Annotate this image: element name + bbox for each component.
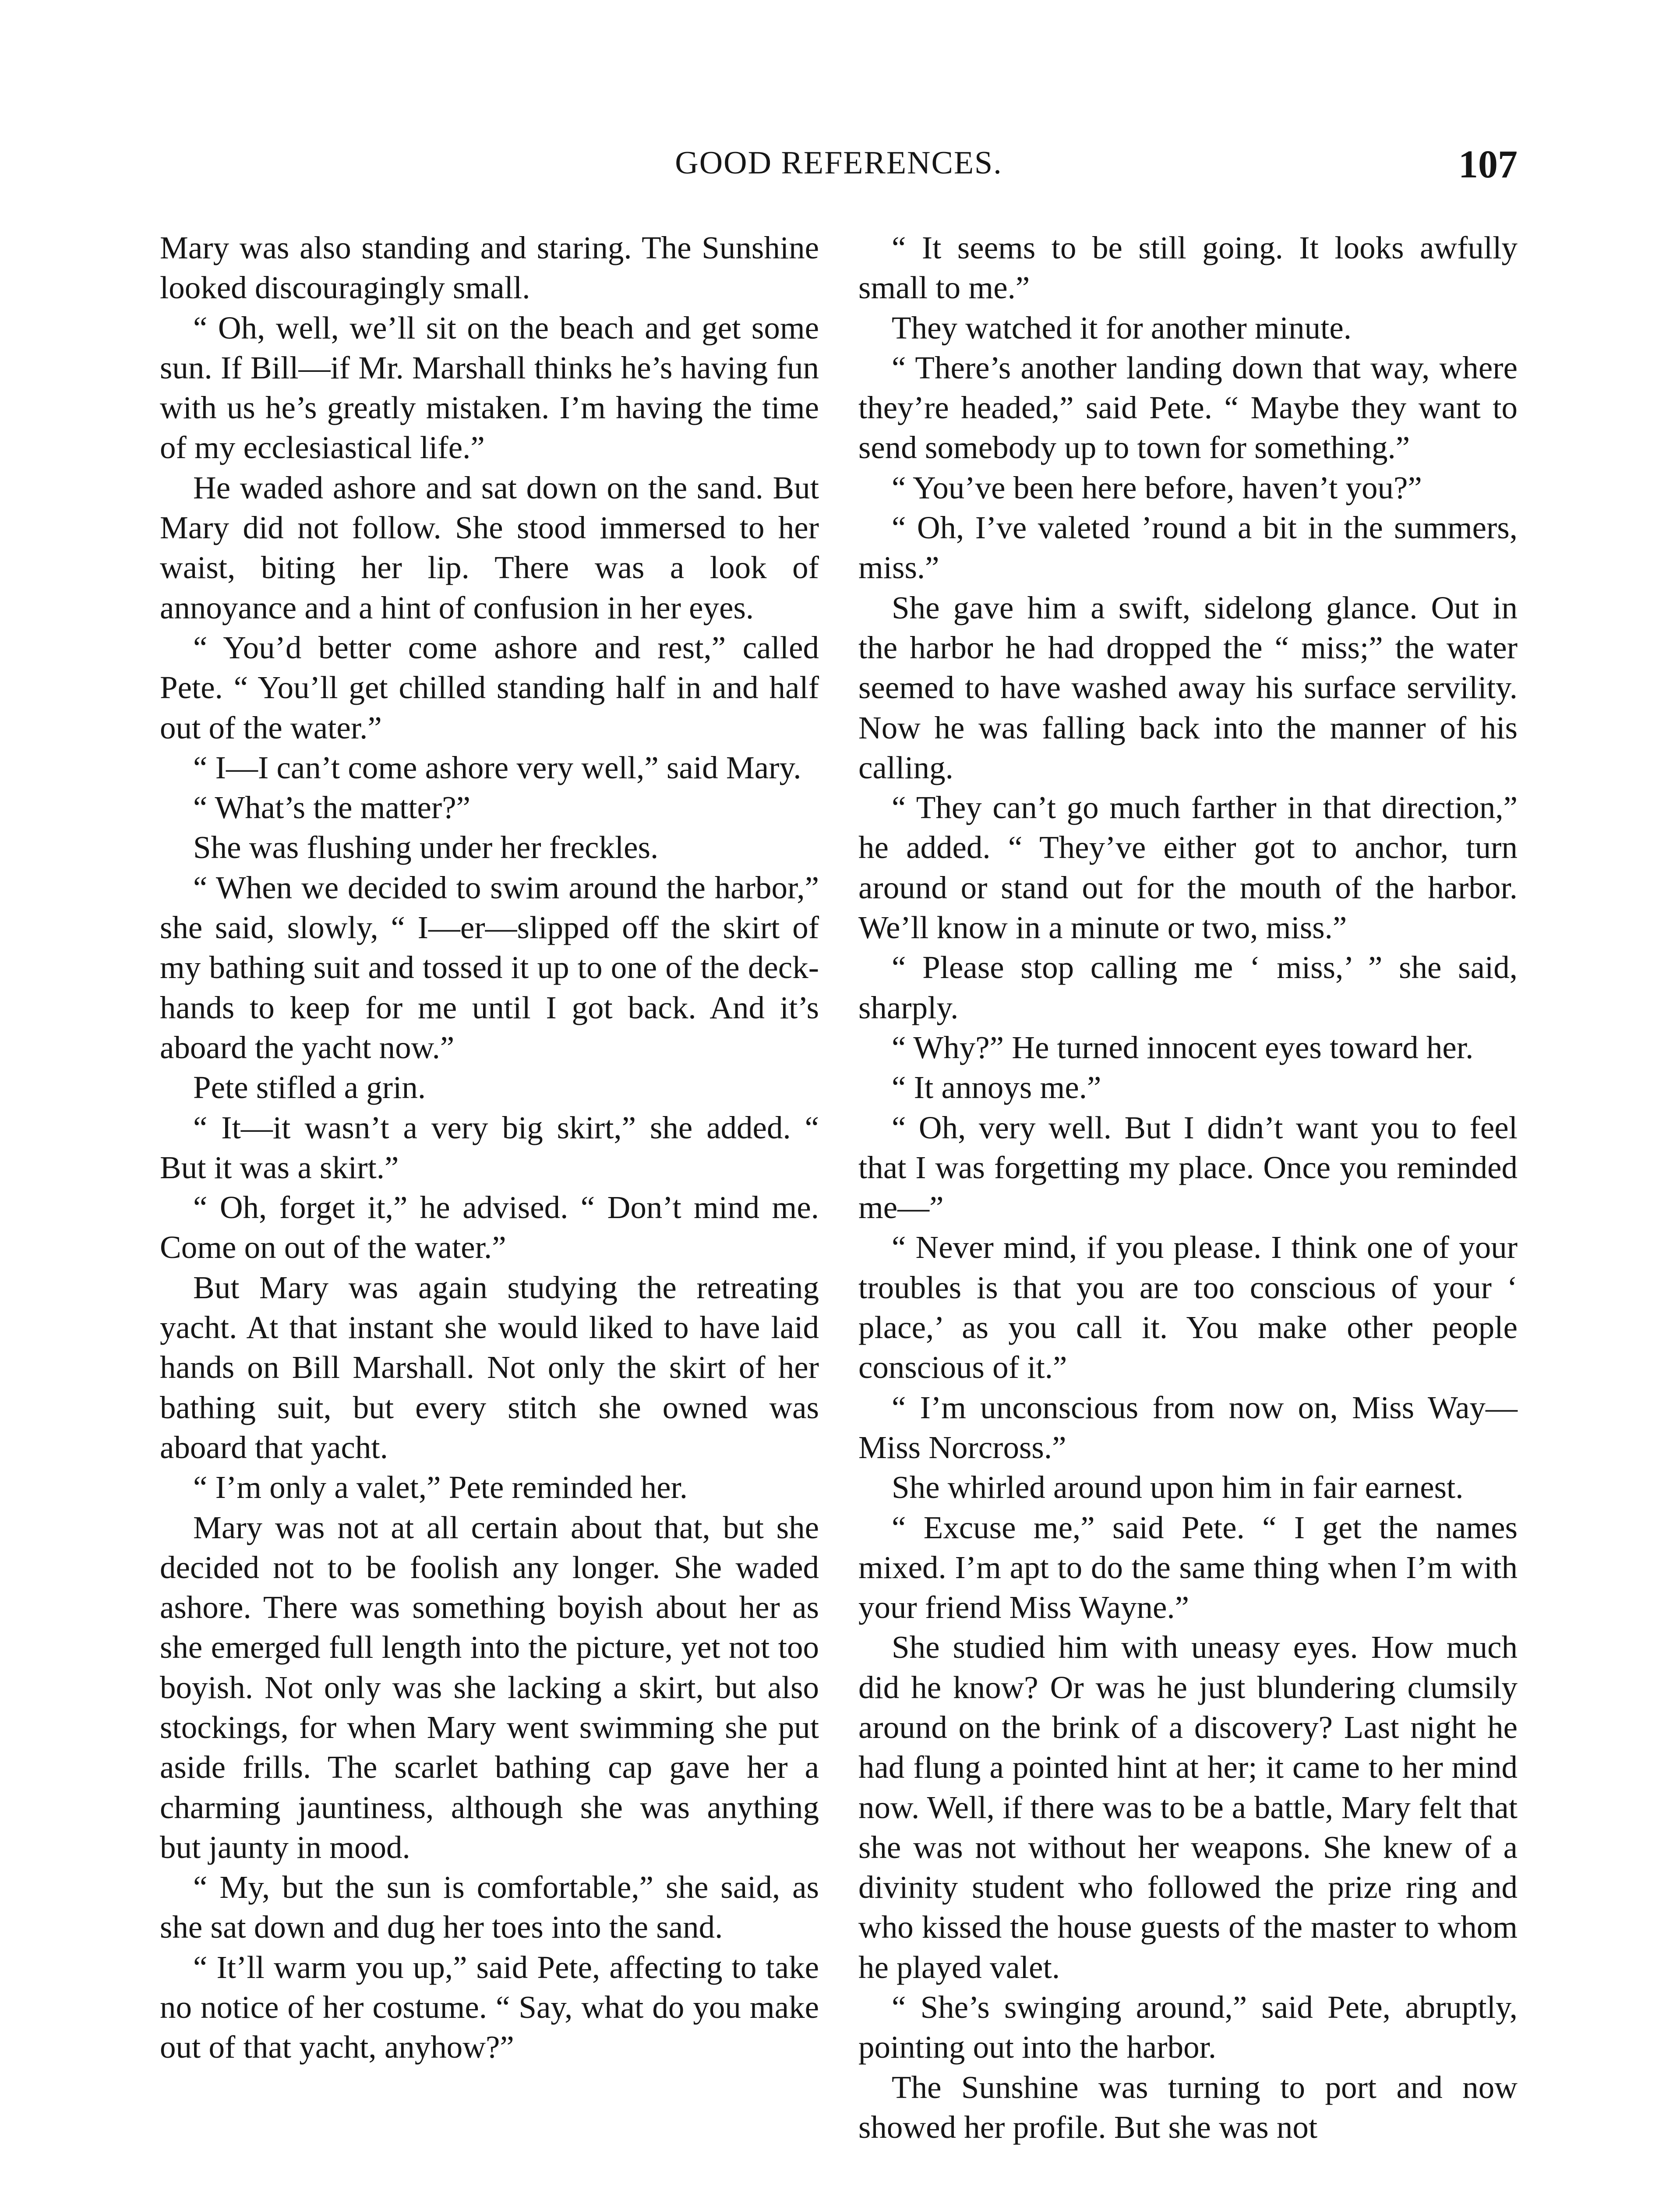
paragraph: “ Oh, forget it,” he advised. “ Don’t mind me. Come on out of the water.” [160, 1190, 819, 1265]
paragraph: He waded ashore and sat down on the sand. But Mary did not follow. She stood immersed to her waist, biting her lip. There was a look of annoyance and a hint of confusion in her eyes. [160, 470, 819, 625]
paragraph: “ Oh, I’ve valeted ’round a bit in the summers, miss.” [858, 510, 1518, 586]
paragraph: “ You’d better come ashore and rest,” called Pete. “ You’ll get chilled standing half in and half out of the water.” [160, 629, 819, 745]
paragraph: “ Please stop calling me ‘ miss,’ ” she said, sharply. [858, 950, 1518, 1025]
right-column [858, 228, 1518, 2147]
page-header [160, 145, 1518, 206]
paragraph: She whirled around upon him in fair earnest. [892, 1469, 1464, 1505]
paragraph: “ It seems to be still going. It looks awfully small to me.” [858, 230, 1518, 306]
paragraph: She was flushing under her freckles. [193, 830, 659, 865]
paragraph: “ What’s the matter?” [193, 790, 471, 826]
paragraph: They watched it for another minute. [892, 310, 1352, 346]
paragraph: The Sunshine was turning to port and now showed her profile. But she was not [858, 2069, 1518, 2145]
paragraph: “ My, but the sun is comfortable,” she said, as she sat down and dug her toes into the sand. [160, 1869, 819, 1945]
paragraph: “ They can’t go much farther in that direction,” he added. “ They’ve either got to anchor, turn around or stand out for the mouth of the harbor. We’ll know in a minute or two, miss.” [858, 790, 1518, 946]
paragraph: She studied him with uneasy eyes. How much did he know? Or was he just blundering clumsily around on the brink of a discovery? Last night he had flung a pointed hint at her; it came to her mind now. Well, if there was to be a battle, Mary felt that she was not without her weapons. She knew of a divinity student who followed the prize ring and who kissed the house guests of the master to whom he played valet. [858, 1629, 1518, 1985]
paragraph: She gave him a swift, sidelong glance. Out in the harbor he had dropped the “ miss;” the water seemed to have washed away his surface servility. Now he was falling back into the manner of his calling. [858, 590, 1518, 785]
paragraph: “ I’m only a valet,” Pete reminded her. [193, 1469, 688, 1505]
paragraph: “ Why?” He turned innocent eyes toward her. [892, 1029, 1474, 1065]
running-head: GOOD REFERENCES. [675, 145, 1002, 181]
page-number: 107 [1458, 143, 1518, 186]
paragraph: Pete stifled a grin. [193, 1070, 426, 1106]
paragraph: “ You’ve been here before, haven’t you?” [892, 470, 1422, 505]
paragraph: “ Oh, well, we’ll sit on the beach and get some sun. If Bill—if Mr. Marshall thinks he’s having fun with us he’s greatly mistaken. I’m having the time of my ecclesiastical life.” [160, 310, 819, 466]
paragraph: “ It—it wasn’t a very big skirt,” she added. “ But it was a skirt.” [160, 1109, 819, 1185]
paragraph: “ Never mind, if you please. I think one of your troubles is that you are too conscious of your ‘ place,’ as you call it. You make other people conscious of it.” [858, 1229, 1518, 1385]
paragraph: “ She’s swinging around,” said Pete, abruptly, pointing out into the harbor. [858, 1989, 1518, 2065]
paragraph: “ I’m unconscious from now on, Miss Way—Miss Norcross.” [858, 1389, 1518, 1465]
paragraph: Mary was not at all certain about that, but she decided not to be foolish any longer. She waded ashore. There was something boyish about her as she emerged full length into the picture, yet not too boyish. Not only was she lacking a skirt, but also stockings, for when Mary went swimming she put aside frills. The scarlet bathing cap gave her a charming jauntiness, although she was anything but jaunty in mood. [160, 1509, 819, 1865]
paragraph: But Mary was again studying the retreating yacht. At that instant she would liked to have laid hands on Bill Marshall. Not only the skirt of her bathing suit, but every stitch she owned was aboard that yacht. [160, 1269, 819, 1465]
paragraph: “ Oh, very well. But I didn’t want you to feel that I was forgetting my place. Once you reminded me—” [858, 1109, 1518, 1226]
paragraph: “ It annoys me.” [892, 1070, 1101, 1106]
left-column [160, 228, 819, 2067]
paragraph: “ When we decided to swim around the harbor,” she said, slowly, “ I—er—slipped off the skirt of my bathing suit and tossed it up to one of the deck-hands to keep for me until I got back. And it’s aboard the yacht now.” [160, 869, 819, 1065]
paragraph: “ There’s another landing down that way, where they’re headed,” said Pete. “ Maybe they want to send somebody up to town for something.” [858, 350, 1518, 466]
paragraph: “ It’ll warm you up,” said Pete, affecting to take no notice of her costume. “ Say, what do you make out of that yacht, anyhow?” [160, 1949, 819, 2065]
paragraph: “ I—I can’t come ashore very well,” said Mary. [193, 749, 801, 785]
paragraph: “ Excuse me,” said Pete. “ I get the names mixed. I’m apt to do the same thing when I’m with your friend Miss Wayne.” [858, 1509, 1518, 1625]
paragraph: Mary was also standing and staring. The Sunshine looked discouragingly small. [160, 230, 819, 306]
